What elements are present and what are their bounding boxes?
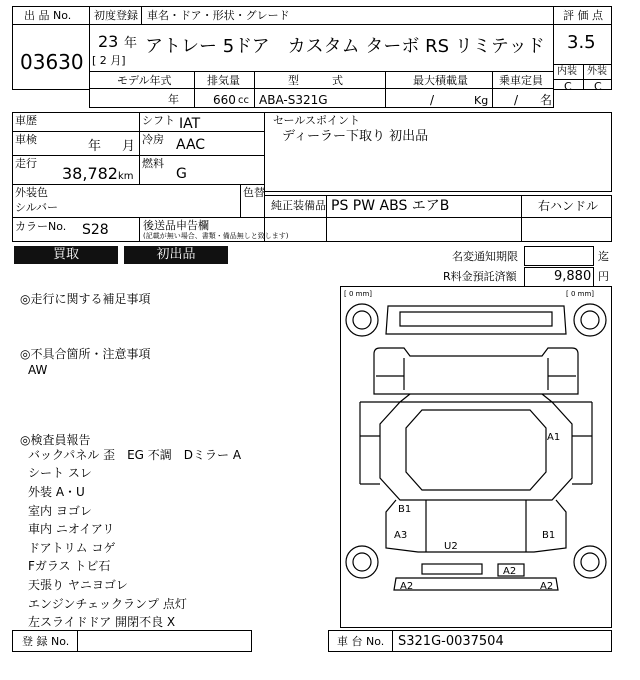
color-no-label: カラーNo. [15, 220, 67, 233]
capacity-slash: / [514, 93, 519, 107]
name-change-unit: 迄 [598, 250, 609, 263]
lot-label: 出 品 No. [24, 9, 72, 22]
reg-no-label: 登 録 No. [22, 635, 70, 648]
ac-label: 冷房 [142, 133, 164, 146]
displacement-label: 排気量 [207, 74, 240, 87]
inspection-label: 車検 [15, 133, 37, 146]
first-reg-year-unit: 年 [124, 36, 138, 51]
mark-a1: A1 [547, 432, 561, 443]
chassis-label: 車 台 No. [337, 635, 385, 648]
ext-color-label: 外装色 [15, 186, 48, 199]
first-reg-month: [ 2 月] [92, 54, 126, 67]
first-reg-label: 初度登録 [94, 9, 138, 22]
steering-value: 右ハンドル [538, 199, 599, 213]
mark-a2-right: A2 [540, 581, 554, 592]
ext-color-value: シルバー [15, 201, 58, 214]
history-label: 車歴 [15, 114, 37, 127]
load-slash: / [430, 93, 435, 107]
car-name: アトレー 5ドア カスタム ターボ RS リミテッド [145, 36, 545, 57]
fuel-label: 燃料 [142, 157, 164, 170]
color-no-value: S28 [82, 222, 109, 238]
mark-b1-left: B1 [398, 504, 412, 515]
name-change-box [524, 246, 594, 266]
mark-a2-small: A2 [503, 566, 517, 577]
mileage-unit: km [118, 171, 134, 182]
inspector-item: 室内 ヨゴレ [28, 504, 92, 518]
tire-depth-front-right: [ 0 mm] [566, 290, 595, 298]
load-unit: Kg [474, 94, 489, 107]
inspection-month: 月 [122, 139, 136, 154]
inspector-item: シート スレ [28, 466, 92, 480]
displacement-value: 660 [213, 93, 236, 107]
fuel-value: G [176, 166, 187, 182]
title-label: 車名・ドア・形状・グレード [147, 9, 290, 22]
interior-grade: C [564, 80, 572, 93]
equipment-value: PS PW ABS エアB [331, 198, 450, 214]
exterior-grade: C [594, 80, 602, 93]
score-label: 評 価 点 [563, 9, 603, 22]
color-change-label: 色替 [243, 186, 265, 199]
shift-value: IAT [179, 116, 201, 132]
aftermarket-note: (記載が無い場合、書類・備品無しと致します) [143, 232, 289, 240]
tire-depth-front-left: [ 0 mm] [344, 290, 373, 298]
lot-number: 03630 [20, 50, 84, 74]
name-change-label: 名変通知期限 [452, 250, 518, 263]
inspector-item: 外装 A・U [28, 485, 85, 499]
tire-rear-right [574, 546, 606, 578]
inspector-title: ◎検査員報告 [20, 433, 91, 447]
inspector-item: Fガラス トビ石 [28, 559, 111, 573]
recycle-label: R料金預託済額 [443, 270, 517, 283]
first-listing-badge: 初出品 [124, 246, 228, 264]
max-load-label: 最大積載量 [413, 74, 468, 87]
chassis-value: S321G-0037504 [398, 634, 504, 649]
aftermarket-label: 後送品申告欄 [143, 219, 209, 232]
equipment-label: 純正装備品 [271, 199, 326, 212]
inspector-item: 左スライドドア 開閉不良 X [28, 615, 176, 629]
defect-item: AW [28, 363, 48, 377]
inspector-item: 車内 ニオイアリ [28, 522, 115, 536]
inspection-year: 年 [88, 139, 102, 154]
inspector-item: エンジンチェックランプ 点灯 [28, 597, 187, 611]
capacity-unit: 名 [540, 93, 553, 107]
mark-u2: U2 [444, 541, 458, 552]
score-value: 3.5 [567, 32, 596, 53]
mark-a3: A3 [394, 530, 408, 541]
shift-label: シフト [142, 114, 175, 127]
inspector-item: バックパネル 歪 EG 不調 Dミラー A [28, 448, 242, 462]
mileage-label: 走行 [15, 157, 37, 170]
exterior-label: 外装 [587, 66, 607, 77]
tire-rear-left [346, 546, 378, 578]
mark-b1-right: B1 [542, 530, 556, 541]
defect-notes-title: ◎不具合箇所・注意事項 [20, 347, 151, 361]
mileage-value: 38,782 [62, 164, 118, 183]
ac-value: AAC [176, 137, 206, 153]
model-year-label: モデル年式 [117, 74, 172, 87]
type-label: 型 式 [288, 74, 343, 87]
mark-a2-left: A2 [400, 581, 414, 592]
tire-front-right [574, 304, 606, 336]
tire-front-left [346, 304, 378, 336]
interior-label: 内装 [557, 66, 577, 77]
sales-point-label: セールスポイント [273, 114, 361, 127]
recycle-unit: 円 [598, 270, 609, 283]
inspector-item: ドアトリム コゲ [28, 541, 116, 555]
first-reg-year: 23 [98, 32, 119, 51]
capacity-label: 乗車定員 [499, 74, 543, 87]
inspector-item: 天張り ヤニヨゴレ [28, 578, 128, 592]
displacement-unit: cc [238, 95, 249, 106]
driving-notes-title: ◎走行に関する補足事項 [20, 292, 151, 306]
sales-point-value: ディーラー下取り 初出品 [282, 129, 429, 144]
type-value: ABA-S321G [259, 93, 328, 107]
recycle-value: 9,880 [554, 269, 592, 284]
car-condition-diagram [340, 286, 612, 628]
buy-badge: 買取 [14, 246, 118, 264]
model-year-unit: 年 [168, 93, 179, 106]
